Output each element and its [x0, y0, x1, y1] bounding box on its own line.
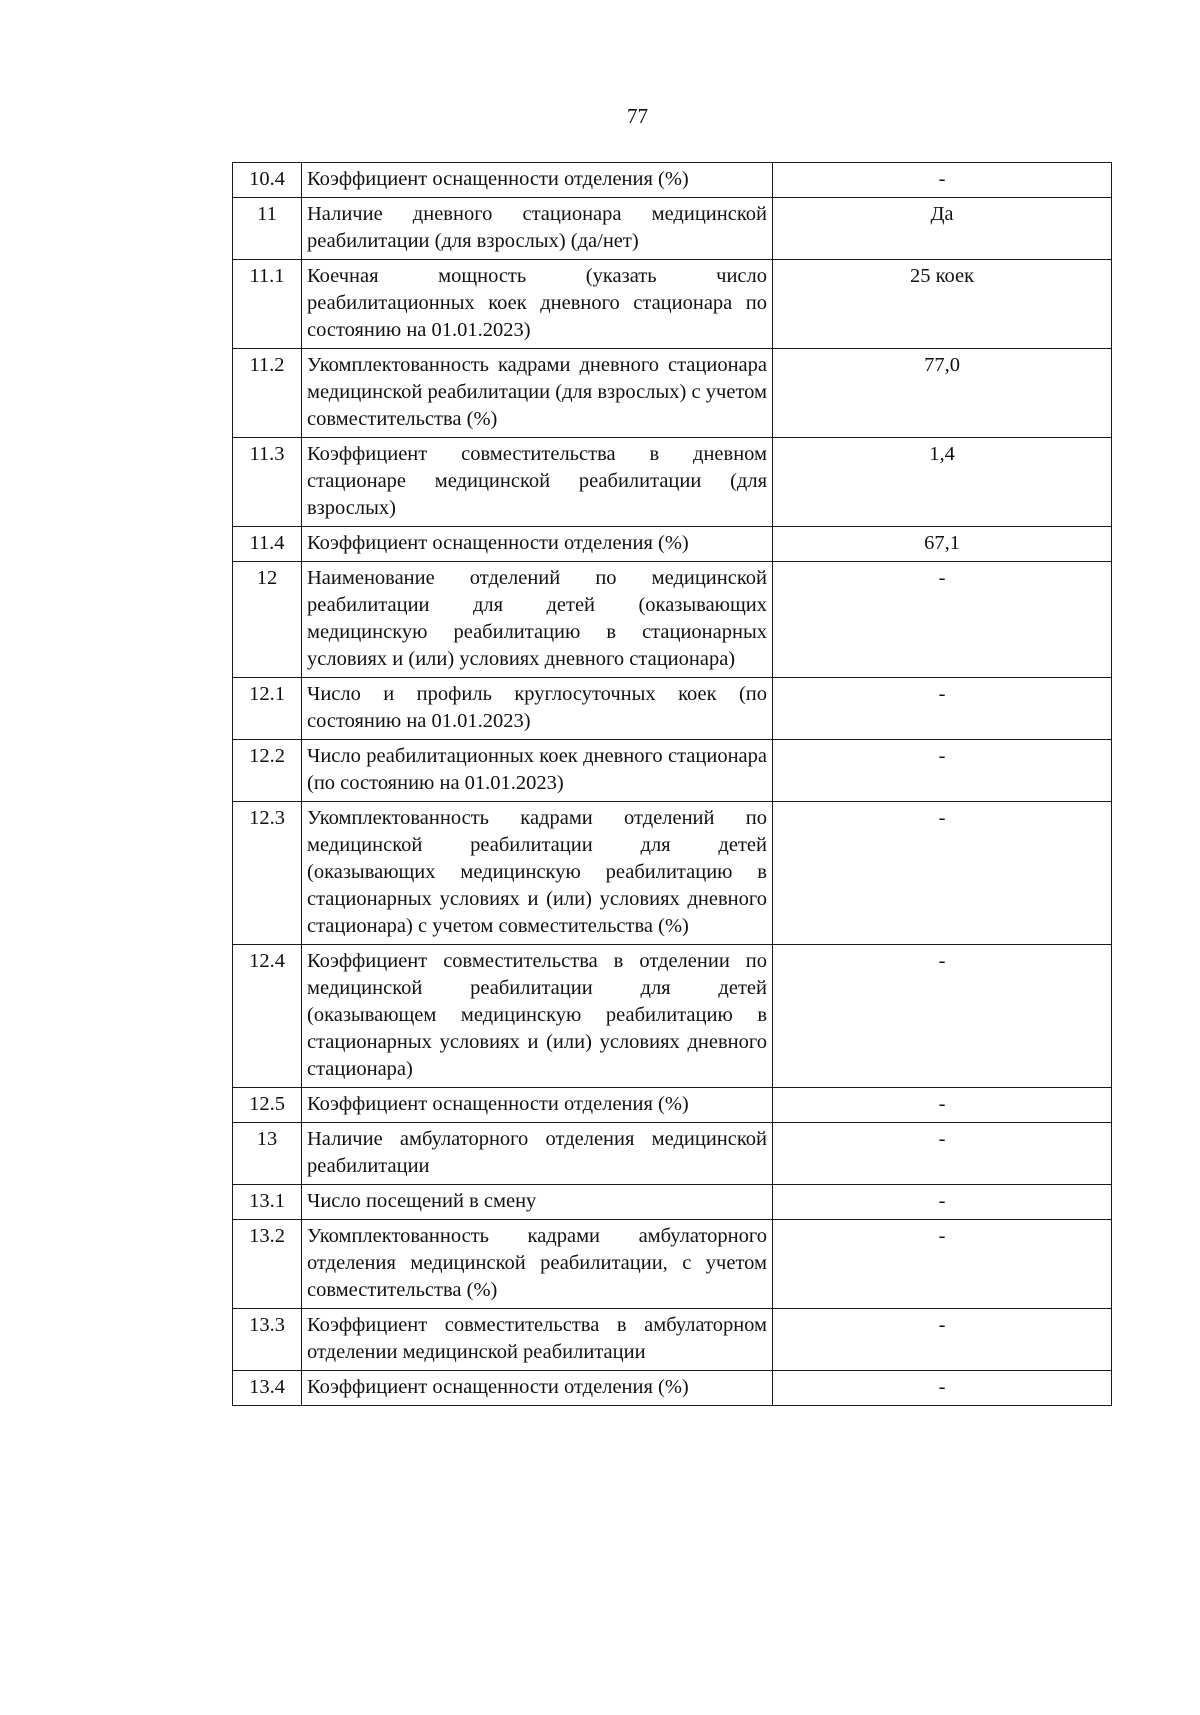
row-value: 67,1 — [773, 527, 1112, 562]
row-description: Коэффициент оснащенности отделения (%) — [302, 163, 773, 198]
row-number: 13.3 — [233, 1309, 302, 1371]
row-number: 11.3 — [233, 438, 302, 527]
row-number: 13 — [233, 1123, 302, 1185]
page-number: 77 — [627, 104, 648, 128]
row-description: Коэффициент оснащенности отделения (%) — [302, 1371, 773, 1406]
row-number: 12.3 — [233, 802, 302, 945]
table-row — [233, 1309, 1112, 1371]
row-description: Укомплектованность кадрами отделений по медицинской реабилитации для детей (оказывающих медицинскую реабилитацию в стационарных условиях и (или) условиях дневного стационара) с учетом совместительства (%) — [302, 802, 773, 945]
row-number: 12.1 — [233, 678, 302, 740]
table-row — [233, 1088, 1112, 1123]
row-description: Коэффициент оснащенности отделения (%) — [302, 527, 773, 562]
row-description: Укомплектованность кадрами дневного стационара медицинской реабилитации (для взрослых) с учетом совместительства (%) — [302, 349, 773, 438]
row-description: Число реабилитационных коек дневного стационара (по состоянию на 01.01.2023) — [302, 740, 773, 802]
row-description: Укомплектованность кадрами амбулаторного отделения медицинской реабилитации, с учетом совместительства (%) — [302, 1220, 773, 1309]
row-description: Коэффициент оснащенности отделения (%) — [302, 1088, 773, 1123]
row-value: 77,0 — [773, 349, 1112, 438]
row-value: - — [773, 562, 1112, 678]
row-description: Коечная мощность (указать число реабилитационных коек дневного стационара по состоянию на 01.01.2023) — [302, 260, 773, 349]
row-number: 11 — [233, 198, 302, 260]
row-description: Наименование отделений по медицинской реабилитации для детей (оказывающих медицинскую реабилитацию в стационарных условиях и (или) условиях дневного стационара) — [302, 562, 773, 678]
row-value: - — [773, 1220, 1112, 1309]
row-value: - — [773, 1088, 1112, 1123]
row-description: Наличие дневного стационара медицинской реабилитации (для взрослых) (да/нет) — [302, 198, 773, 260]
row-value: - — [773, 678, 1112, 740]
row-description: Наличие амбулаторного отделения медицинской реабилитации — [302, 1123, 773, 1185]
row-number: 11.2 — [233, 349, 302, 438]
row-number: 12 — [233, 562, 302, 678]
row-value: 1,4 — [773, 438, 1112, 527]
row-value: - — [773, 1309, 1112, 1371]
row-value: - — [773, 802, 1112, 945]
row-number: 13.1 — [233, 1185, 302, 1220]
table-row — [233, 1220, 1112, 1309]
row-description: Коэффициент совместительства в дневном стационаре медицинской реабилитации (для взрослых) — [302, 438, 773, 527]
row-number: 10.4 — [233, 163, 302, 198]
row-number: 12.4 — [233, 945, 302, 1088]
table-row — [233, 678, 1112, 740]
row-number: 13.2 — [233, 1220, 302, 1309]
row-value: - — [773, 1371, 1112, 1406]
row-value: - — [773, 163, 1112, 198]
table-row — [233, 802, 1112, 945]
row-number: 11.4 — [233, 527, 302, 562]
row-description: Коэффициент совместительства в амбулаторном отделении медицинской реабилитации — [302, 1309, 773, 1371]
table-row — [233, 349, 1112, 438]
row-number: 11.1 — [233, 260, 302, 349]
table-row — [233, 527, 1112, 562]
table-row — [233, 198, 1112, 260]
row-number: 13.4 — [233, 1371, 302, 1406]
indicators-table — [232, 162, 1112, 1406]
row-description: Коэффициент совместительства в отделении по медицинской реабилитации для детей (оказывающем медицинскую реабилитацию в стационарных условиях и (или) условиях дневного стационара) — [302, 945, 773, 1088]
table-row — [233, 260, 1112, 349]
table-row — [233, 163, 1112, 198]
row-value: - — [773, 945, 1112, 1088]
row-description: Число посещений в смену — [302, 1185, 773, 1220]
table-row — [233, 1371, 1112, 1406]
table-row — [233, 1123, 1112, 1185]
table-row — [233, 1185, 1112, 1220]
row-value: - — [773, 1123, 1112, 1185]
row-value: - — [773, 1185, 1112, 1220]
table-row — [233, 740, 1112, 802]
row-number: 12.5 — [233, 1088, 302, 1123]
table-row — [233, 438, 1112, 527]
table-row — [233, 562, 1112, 678]
row-value: Да — [773, 198, 1112, 260]
row-description: Число и профиль круглосуточных коек (по состоянию на 01.01.2023) — [302, 678, 773, 740]
table-row — [233, 945, 1112, 1088]
row-value: 25 коек — [773, 260, 1112, 349]
row-number: 12.2 — [233, 740, 302, 802]
row-value: - — [773, 740, 1112, 802]
